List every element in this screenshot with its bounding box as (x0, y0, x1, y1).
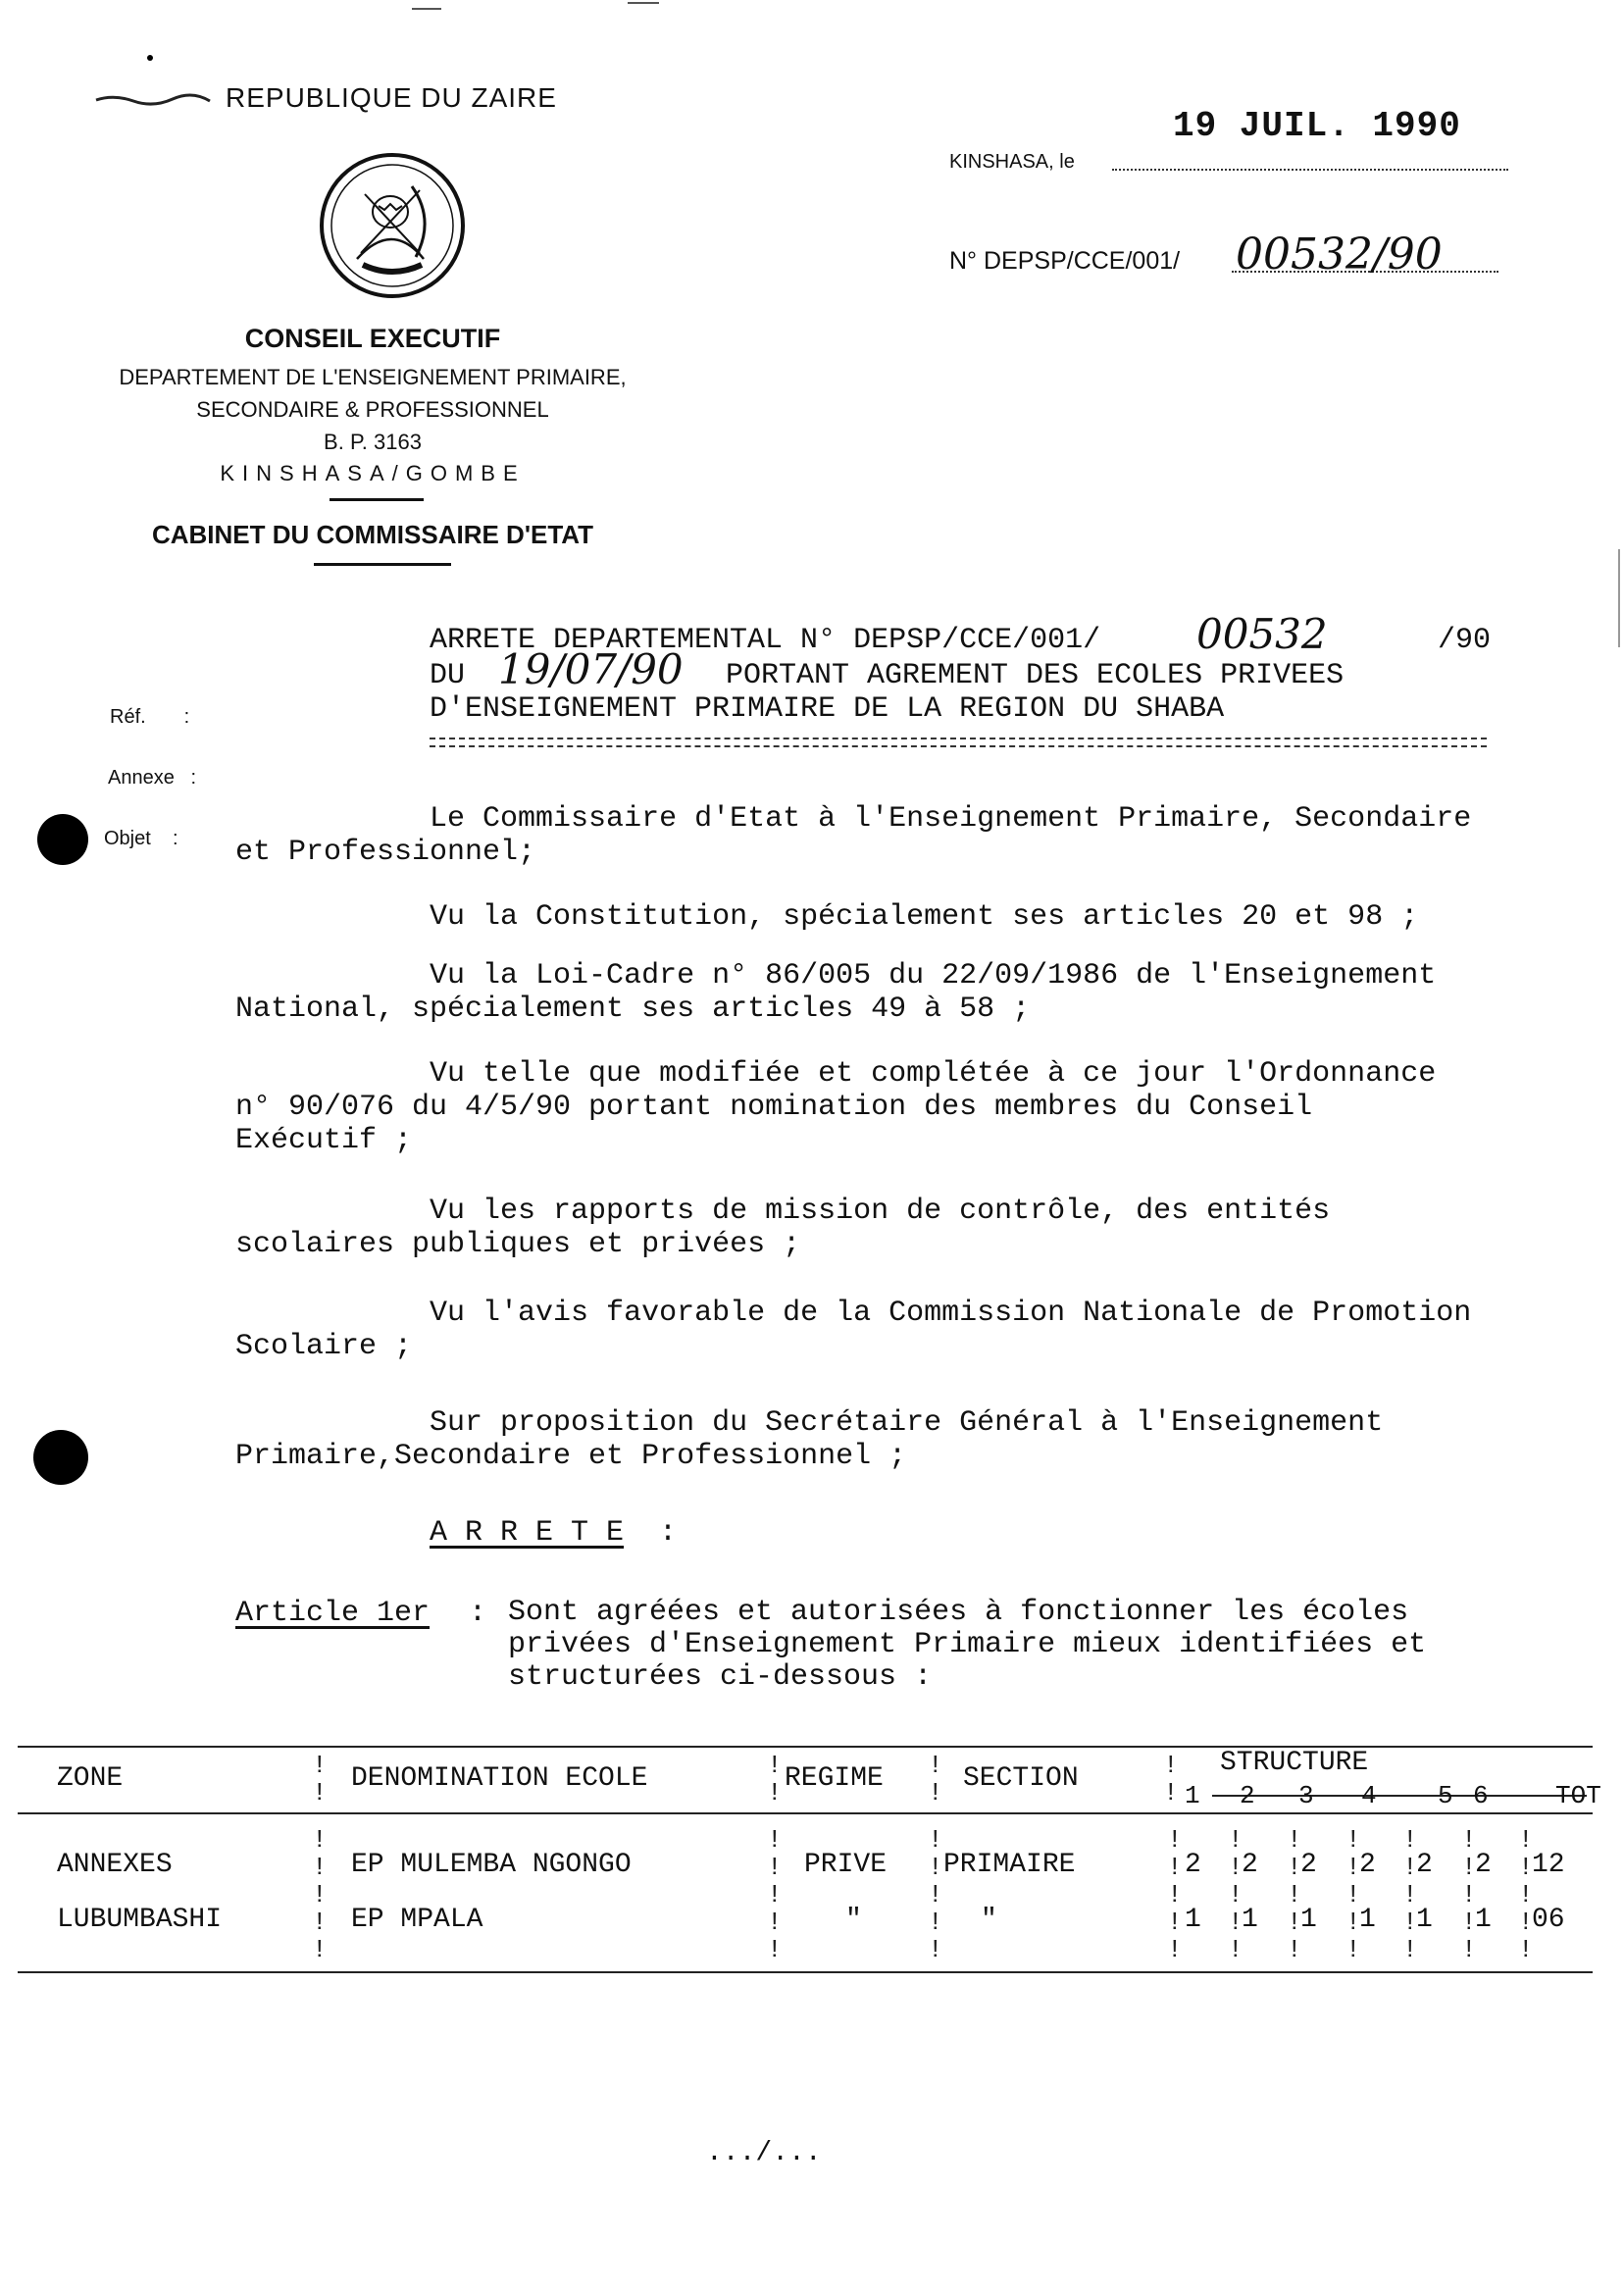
column-separator: ! ! (1163, 1751, 1179, 1807)
column-separator: ! ! ! ! ! (1228, 1825, 1243, 1964)
paragraph-ordonnance: Vu telle que modifiée et complétée à ce jour l'Ordonnance n° 90/076 du 4/5/90 portant nomination des membres du Conseil Exécutif ; (235, 1057, 1437, 1157)
ref-label: Réf. : (110, 706, 190, 728)
cell-tot: 06 (1532, 1905, 1565, 1935)
scan-edge (1618, 549, 1620, 647)
column-separator: ! ! ! ! ! (1461, 1825, 1477, 1964)
punch-hole (37, 814, 88, 865)
structure-sub-3: 3 (1298, 1781, 1314, 1810)
column-separator: ! ! ! ! ! (312, 1825, 328, 1964)
decree-title-year: /90 (1438, 624, 1492, 657)
objet-label: Objet : (104, 828, 178, 849)
divider (330, 498, 424, 501)
structure-sub-5: 5 (1438, 1781, 1453, 1810)
arrete-heading (430, 1516, 677, 1550)
decree-number-handwritten: 00532 (1196, 610, 1328, 658)
cell-s3: 1 (1300, 1905, 1317, 1935)
structure-sub-tot: TOT (1555, 1781, 1601, 1810)
arrete-word: A R R E T E (430, 1516, 625, 1550)
structure-sub-1: 1 (1185, 1781, 1200, 1810)
column-separator: ! ! ! ! ! (928, 1825, 943, 1964)
cabinet-heading: CABINET DU COMMISSAIRE D'ETAT (151, 520, 594, 549)
structure-sub-4: 4 (1361, 1781, 1377, 1810)
decree-title-line-3: D'ENSEIGNEMENT PRIMAIRE DE LA REGION DU SHABA (430, 692, 1225, 726)
structure-sub-6: 6 (1473, 1781, 1489, 1810)
continued-marker: .../... (706, 2138, 822, 2168)
decree-title-line-2: PORTANT AGREMENT DES ECOLES PRIVEES (726, 659, 1345, 692)
article-label: Article 1er (235, 1597, 431, 1630)
cell-zone: ANNEXES (57, 1850, 173, 1880)
cell-section: " (981, 1905, 997, 1935)
divider (314, 563, 451, 566)
cell-s4: 2 (1359, 1850, 1376, 1880)
cell-regime: " (845, 1905, 862, 1935)
column-header-section: SECTION (963, 1763, 1079, 1794)
dotted-line (1112, 151, 1508, 171)
cell-s1: 2 (1185, 1850, 1201, 1880)
paragraph-commissaire: Le Commissaire d'Etat à l'Enseignement Primaire, Secondaire et Professionnel; (235, 802, 1472, 869)
column-separator: ! ! ! ! ! (1287, 1825, 1302, 1964)
cell-ecole: EP MPALA (351, 1905, 483, 1935)
cell-s3: 2 (1300, 1850, 1317, 1880)
republic-heading: REPUBLIQUE DU ZAIRE (226, 82, 557, 113)
column-header-denomination: DENOMINATION ECOLE (351, 1763, 648, 1794)
decree-title-du: DU (430, 659, 466, 692)
column-separator: ! ! ! ! ! (1167, 1825, 1183, 1964)
department-line-2: SECONDAIRE & PROFESSIONNEL (196, 397, 549, 422)
cell-s5: 2 (1416, 1850, 1433, 1880)
decree-date-handwritten: 19/07/90 (498, 645, 684, 693)
cell-tot: 12 (1532, 1850, 1565, 1880)
column-separator: ! ! ! ! ! (1345, 1825, 1361, 1964)
table-bottom-rule (18, 1971, 1593, 1973)
title-underline (430, 738, 1487, 747)
column-separator: ! ! ! ! ! (767, 1825, 783, 1964)
cell-s2: 2 (1242, 1850, 1258, 1880)
article-text: Sont agréées et autorisées à fonctionner les écoles privées d'Enseignement Primaire mieux identifiées et structurées ci-dessous : (508, 1596, 1427, 1694)
paragraph-rapports: Vu les rapports de mission de contrôle, des entités scolaires publiques et privées ; (235, 1195, 1331, 1261)
conseil-executif: CONSEIL EXECUTIF (244, 324, 501, 353)
reference-number-label: N° DEPSP/CCE/001/ (949, 247, 1181, 275)
table-header-rule (18, 1812, 1593, 1814)
date-stamp: 19 JUIL. 1990 (1173, 106, 1461, 146)
cell-s4: 1 (1359, 1905, 1376, 1935)
cell-s5: 1 (1416, 1905, 1433, 1935)
scan-mark (628, 2, 659, 4)
paragraph-loi-cadre: Vu la Loi-Cadre n° 86/005 du 22/09/1986 de l'Enseignement National, spécialement ses articles 49 à 58 ; (235, 959, 1437, 1026)
coat-of-arms-emblem (318, 151, 467, 300)
cell-s1: 1 (1185, 1905, 1201, 1935)
paragraph-proposition: Sur proposition du Secrétaire Général à l'Enseignement Primaire,Secondaire et Professionnel ; (235, 1406, 1384, 1473)
column-separator: ! ! (312, 1751, 328, 1807)
column-header-structure: STRUCTURE (1220, 1748, 1369, 1778)
column-separator: ! ! (928, 1751, 943, 1807)
cell-s6: 2 (1475, 1850, 1492, 1880)
structure-sub-underline (1212, 1771, 1587, 1797)
cell-s6: 1 (1475, 1905, 1492, 1935)
department-line-1: DEPARTEMENT DE L'ENSEIGNEMENT PRIMAIRE, (119, 365, 627, 389)
structure-sub-2: 2 (1240, 1781, 1255, 1810)
column-header-regime: REGIME (785, 1763, 884, 1794)
punch-hole (33, 1430, 88, 1485)
reference-number-handwritten: 00532/90 (1236, 229, 1443, 280)
cell-section: PRIMAIRE (943, 1850, 1076, 1880)
column-separator: ! ! (767, 1751, 783, 1807)
cell-ecole: EP MULEMBA NGONGO (351, 1850, 632, 1880)
place-date-label: KINSHASA, le (949, 151, 1075, 173)
column-separator: ! ! ! ! ! (1402, 1825, 1418, 1964)
cell-regime: PRIVE (804, 1850, 888, 1880)
postal-box: B. P. 3163 (324, 430, 422, 454)
scribble-mark (94, 92, 212, 106)
decree-title-line-1: ARRETE DEPARTEMENTAL N° DEPSP/CCE/001/ (430, 624, 1101, 657)
scan-dot (147, 55, 153, 61)
cell-s2: 1 (1242, 1905, 1258, 1935)
scan-mark (412, 8, 441, 10)
cell-zone: LUBUMBASHI (57, 1905, 223, 1935)
city-line: KINSHASA/GOMBE (220, 461, 526, 485)
annexe-label: Annexe : (108, 767, 197, 789)
column-header-zone: ZONE (57, 1763, 124, 1794)
arrete-colon: : (624, 1516, 678, 1550)
article-colon: : (469, 1597, 487, 1630)
column-separator: ! ! ! ! ! (1518, 1825, 1534, 1964)
paragraph-constitution: Vu la Constitution, spécialement ses articles 20 et 98 ; (235, 900, 1419, 934)
paragraph-avis: Vu l'avis favorable de la Commission Nationale de Promotion Scolaire ; (235, 1297, 1472, 1363)
